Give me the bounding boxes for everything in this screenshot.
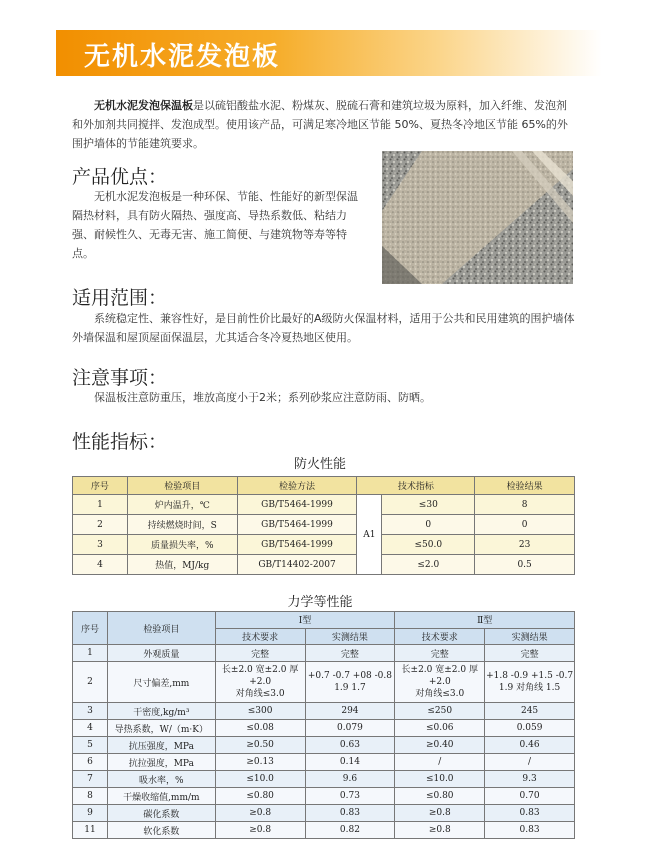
cell-req2: ≤0.06: [395, 720, 485, 737]
cell-meas1: 0.83: [305, 805, 395, 822]
cell-req1: ≥0.8: [215, 805, 305, 822]
cell-item: 热值，MJ/kg: [127, 555, 237, 575]
cell-req1: ≤0.80: [215, 788, 305, 805]
cell-line: 1.9 1.7: [334, 683, 366, 693]
title-banner: [56, 30, 602, 76]
cell-meas2: 0.83: [485, 822, 575, 839]
fire-table-header: [73, 477, 575, 495]
scope-heading: 适用范围：: [72, 287, 168, 309]
mech-header-type2: Ⅱ型: [395, 612, 575, 629]
cell-line: 1.9 对角线 1.5: [498, 683, 561, 693]
advantages-heading: 产品优点：: [72, 166, 168, 188]
cell-item: 尺寸偏差,mm: [107, 662, 215, 703]
table-row: [73, 822, 575, 839]
cell-no: 11: [73, 822, 108, 839]
cell-req1: [215, 662, 305, 703]
fire-header-item: 检验项目: [127, 477, 237, 495]
cell-spec: ≤50.0: [382, 535, 475, 555]
table-row: [73, 662, 575, 703]
cell-no: 2: [73, 662, 108, 703]
mech-header-type1: Ⅰ型: [215, 612, 395, 629]
cell-no: 4: [73, 720, 108, 737]
mech-table-header: [73, 612, 575, 629]
intro-text: 是以硫铝酸盐水泥、粉煤灰、脱硫石膏和建筑垃圾为原料，加入纤维、发泡剂和外加剂共同搅拌、发泡成型。使用该产品，可满足寒冷地区节能 50%、夏热冬冷地区节能 65%的外围护墙体的节能建筑要求。: [72, 99, 568, 150]
table-row: [73, 737, 575, 754]
fire-header-result: 检验结果: [475, 477, 575, 495]
cell-item: 炉内温升，℃: [127, 495, 237, 515]
cell-req1: ≤0.08: [215, 720, 305, 737]
cell-meas2: 0.46: [485, 737, 575, 754]
cell-no: 8: [73, 788, 108, 805]
mech-header-meas1: 实测结果: [305, 628, 395, 645]
cell-item: 持续燃烧时间，S: [127, 515, 237, 535]
table-row: [73, 720, 575, 737]
cell-meas1: 9.6: [305, 771, 395, 788]
cell-no: 4: [73, 555, 128, 575]
cell-req2: ≥0.40: [395, 737, 485, 754]
cell-spec: ≤2.0: [382, 555, 475, 575]
fire-header-method: 检验方法: [237, 477, 357, 495]
cell-req2: 完整: [395, 645, 485, 662]
cell-meas1: 294: [305, 703, 395, 720]
cell-meas1: 0.73: [305, 788, 395, 805]
advantages-text: 无机水泥发泡板是一种环保、节能、性能好的新型保温隔热材料，具有防火隔热、强度高、导热系数低、粘结力强、耐候性久、无毒无害、施工简便、与建筑物等寿等特点。: [72, 190, 358, 260]
intro-paragraph: [72, 96, 576, 153]
cell-no: 5: [73, 737, 108, 754]
table-row: [73, 771, 575, 788]
cell-result: 0.5: [475, 555, 575, 575]
cell-line: 对角线≤3.0: [415, 689, 465, 699]
mech-header-no: 序号: [73, 612, 108, 645]
cell-no: 9: [73, 805, 108, 822]
cell-req2: ≤250: [395, 703, 485, 720]
cell-req1: ≤10.0: [215, 771, 305, 788]
cell-meas1: 0.63: [305, 737, 395, 754]
mech-header-req1: 技术要求: [215, 628, 305, 645]
cell-item: 碳化系数: [107, 805, 215, 822]
cell-meas1: [305, 662, 395, 703]
cell-item: 外观质量: [107, 645, 215, 662]
cell-req2: ≥0.8: [395, 822, 485, 839]
table-row: [73, 535, 575, 555]
cell-no: 3: [73, 535, 128, 555]
cell-item: 干燥收缩值,mm/m: [107, 788, 215, 805]
cell-no: 6: [73, 754, 108, 771]
cell-item: 质量损失率，%: [127, 535, 237, 555]
page-title: 无机水泥发泡板: [84, 42, 281, 72]
mech-header-req2: 技术要求: [395, 628, 485, 645]
cell-method: GB/T5464-1999: [237, 495, 357, 515]
cell-meas2: 0.70: [485, 788, 575, 805]
cell-meas2: 245: [485, 703, 575, 720]
fire-table-caption: 防火性能: [293, 457, 346, 472]
cell-item: 软化系数: [107, 822, 215, 839]
cell-req1: ≥0.50: [215, 737, 305, 754]
cell-item: 导热系数，W/（m·K）: [107, 720, 215, 737]
cell-meas1: 0.82: [305, 822, 395, 839]
cell-spec: 0: [382, 515, 475, 535]
cell-req1: 完整: [215, 645, 305, 662]
table-row: [73, 805, 575, 822]
cell-item: 干密度,kg/m³: [107, 703, 215, 720]
cell-req2: [395, 662, 485, 703]
cell-req1: ≥0.13: [215, 754, 305, 771]
cell-line: 长±2.0 宽±2.0 厚+2.0: [221, 665, 299, 687]
notes-text: 保温板注意防重压，堆放高度小于2米；系列砂浆应注意防雨、防晒。: [94, 391, 431, 404]
cell-meas2: 0.83: [485, 805, 575, 822]
cell-no: 7: [73, 771, 108, 788]
cell-result: 8: [475, 495, 575, 515]
cell-meas2: /: [485, 754, 575, 771]
mech-table-caption: 力学等性能: [287, 595, 353, 610]
cell-meas2: 完整: [485, 645, 575, 662]
cell-method: GB/T14402-2007: [237, 555, 357, 575]
foam-board-image: [382, 151, 573, 284]
cell-no: 2: [73, 515, 128, 535]
cell-req2: ≤10.0: [395, 771, 485, 788]
cell-result: 23: [475, 535, 575, 555]
cell-line: +1.8 -0.9 +1.5 -0.7: [486, 671, 574, 681]
cell-result: 0: [475, 515, 575, 535]
cell-line: 对角线≤3.0: [235, 689, 285, 699]
cell-method: GB/T5464-1999: [237, 535, 357, 555]
table-row: [73, 515, 575, 535]
cell-req2: /: [395, 754, 485, 771]
cell-meas1: 0.079: [305, 720, 395, 737]
scope-text: 系统稳定性、兼容性好，是目前性价比最好的A级防火保温材料，适用于公共和民用建筑的围护墙体外墙保温和屋顶屋面保温层，尤其适合冬冷夏热地区使用。: [72, 312, 575, 344]
cell-no: 1: [73, 645, 108, 662]
cell-req2: ≤0.80: [395, 788, 485, 805]
cell-req1: ≤300: [215, 703, 305, 720]
cell-req2: ≥0.8: [395, 805, 485, 822]
cell-spec: ≤30: [382, 495, 475, 515]
table-row: [73, 555, 575, 575]
cell-line: 长±2.0 宽±2.0 厚+2.0: [401, 665, 478, 687]
mech-header-meas2: 实测结果: [485, 628, 575, 645]
cell-item: 吸水率，%: [107, 771, 215, 788]
table-row: [73, 495, 575, 515]
product-photo: [382, 151, 573, 284]
table-row: [73, 645, 575, 662]
cell-meas1: 完整: [305, 645, 395, 662]
cell-grade: A1: [357, 495, 382, 575]
cell-line: +0.7 -0.7 +08 -0.8: [307, 671, 392, 681]
cell-meas1: 0.14: [305, 754, 395, 771]
table-row: [73, 754, 575, 771]
notes-heading: 注意事项：: [72, 367, 168, 389]
cell-meas2: [485, 662, 575, 703]
fire-header-no: 序号: [73, 477, 128, 495]
cell-no: 3: [73, 703, 108, 720]
table-row: [73, 703, 575, 720]
cell-meas2: 0.059: [485, 720, 575, 737]
cell-item: 抗压强度，MPa: [107, 737, 215, 754]
fire-header-spec: 技术指标: [357, 477, 475, 495]
cell-req1: ≥0.8: [215, 822, 305, 839]
fire-performance-table: [72, 476, 575, 575]
cell-method: GB/T5464-1999: [237, 515, 357, 535]
table-row: [73, 788, 575, 805]
performance-heading: 性能指标：: [72, 431, 168, 453]
mechanical-performance-table: [72, 611, 575, 839]
intro-lead: 无机水泥发泡保温板: [94, 99, 193, 112]
mech-header-item: 检验项目: [107, 612, 215, 645]
cell-meas2: 9.3: [485, 771, 575, 788]
cell-no: 1: [73, 495, 128, 515]
cell-item: 抗拉强度，MPa: [107, 754, 215, 771]
